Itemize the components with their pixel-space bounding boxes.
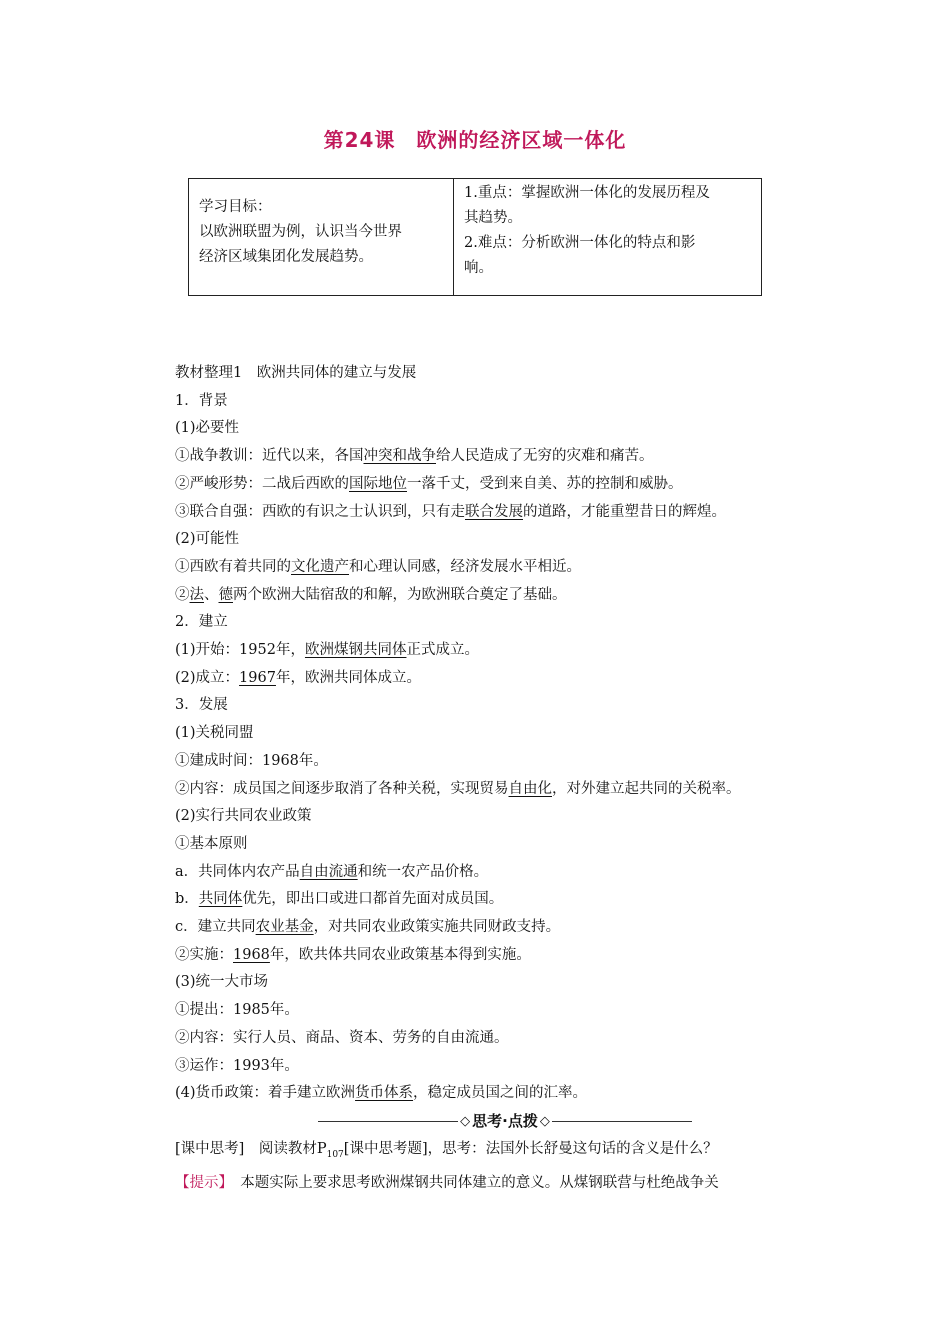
- text-segment: 1．背景: [175, 392, 228, 409]
- text-segment: ，对外建立起共同的关税率。: [552, 780, 741, 797]
- underlined-answer: 冲突和战争: [363, 448, 436, 465]
- text-segment: 3．发展: [175, 697, 228, 714]
- content-line: [175, 1053, 835, 1081]
- text-segment: ②内容：成员国之间逐步取消了各种关税，实现贸易: [175, 780, 509, 797]
- underlined-answer: 国际地位: [349, 475, 407, 492]
- text-segment: ②严峻形势：二战后西欧的: [175, 475, 349, 492]
- text-segment: ①建成时间：1968年。: [175, 752, 328, 769]
- goal-line: 学习目标：: [199, 199, 272, 215]
- lesson-content: [175, 360, 835, 1197]
- text-segment: 教材整理1 欧洲共同体的建立与发展: [175, 365, 417, 381]
- text-segment: 、: [204, 586, 219, 603]
- goal-line: 以欧洲联盟为例，认识当今世界: [199, 224, 402, 240]
- text-segment: (2)可能性: [175, 531, 240, 548]
- content-line: [175, 997, 835, 1025]
- underlined-answer: 欧洲煤钢共同体: [304, 642, 407, 659]
- text-segment: (4)货币政策：着手建立欧洲: [175, 1085, 356, 1102]
- text-segment: 和心理认同感，经济发展水平相近。: [349, 558, 581, 575]
- content-line: [175, 942, 835, 970]
- text-segment: ②: [175, 586, 190, 603]
- goals-key-points-cell: [454, 179, 761, 295]
- text-segment: ，对共同农业政策实施共同财政支持。: [313, 919, 561, 936]
- lesson-title: 第24课 欧洲的经济区域一体化: [323, 128, 627, 152]
- text-segment: (3)统一大市场: [175, 974, 269, 991]
- content-line: [175, 609, 835, 637]
- text-segment: c．建立共同: [175, 919, 256, 936]
- think-text: [课中思考题]，思考：法国外长舒曼这句话的含义是什么？: [343, 1140, 718, 1157]
- text-segment: ②内容：实行人员、商品、资本、劳务的自由流通。: [175, 1029, 509, 1046]
- text-segment: 2．建立: [175, 614, 228, 631]
- text-segment: ③联合自强：西欧的有识之士认识到，只有走: [175, 503, 465, 520]
- hint-answer: [175, 1170, 835, 1198]
- content-line: [175, 637, 835, 665]
- underlined-answer: 文化遗产: [291, 558, 349, 575]
- underlined-answer: 1968: [233, 946, 270, 963]
- content-line: [175, 665, 835, 693]
- goal-line: 其趋势。: [464, 210, 522, 226]
- text-segment: b．: [175, 891, 199, 908]
- content-line: [175, 803, 835, 831]
- goal-line: 2.难点：分析欧洲一体化的特点和影: [464, 235, 696, 251]
- content-line: [175, 554, 835, 582]
- text-segment: 的道路，才能重塑昔日的辉煌。: [523, 503, 726, 520]
- goals-objective-cell: [189, 179, 454, 295]
- divider-rule: [318, 1121, 458, 1122]
- text-segment: ，稳定成员国之间的汇率。: [413, 1085, 588, 1102]
- goal-line: 1.重点：掌握欧洲一体化的发展历程及: [464, 185, 710, 201]
- underlined-answer: 联合发展: [465, 503, 523, 520]
- text-segment: ①西欧有着共同的: [175, 558, 291, 575]
- think-question: [175, 1136, 835, 1170]
- content-line: [175, 831, 835, 859]
- section-divider: [175, 1108, 835, 1136]
- content-line: [175, 776, 835, 804]
- text-segment: ①基本原则: [175, 835, 248, 852]
- divider-rule: [552, 1121, 692, 1122]
- text-segment: (2)实行共同农业政策: [175, 808, 312, 825]
- hint-label: 【提示】: [175, 1174, 226, 1191]
- text-segment: (1)必要性: [175, 420, 240, 437]
- text-segment: ①战争教训：近代以来，各国: [175, 448, 364, 465]
- text-segment: (2)成立：: [175, 669, 240, 686]
- underlined-answer: 德: [218, 586, 233, 603]
- content-line: [175, 1080, 835, 1108]
- content-line: [175, 388, 835, 416]
- underlined-answer: 农业基金: [255, 919, 314, 936]
- text-segment: a．共同体内农产品: [175, 863, 300, 880]
- content-line: [175, 471, 835, 499]
- content-line: [175, 360, 835, 388]
- underlined-answer: 自由化: [508, 780, 552, 797]
- think-text: 阅读教材P: [244, 1140, 327, 1157]
- content-line: [175, 969, 835, 997]
- hint-text: 本题实际上要求思考欧洲煤钢共同体建立的意义。从煤钢联营与杜绝战争关: [225, 1174, 719, 1191]
- underlined-answer: 共同体: [198, 891, 243, 908]
- content-lines: [175, 360, 835, 1108]
- content-line: [175, 748, 835, 776]
- content-line: [175, 526, 835, 554]
- diamond-icon: ◇: [460, 1114, 471, 1130]
- content-line: [175, 692, 835, 720]
- text-segment: 优先，即出口或进口都首先面对成员国。: [242, 891, 504, 908]
- content-line: [175, 720, 835, 748]
- page-number: 107: [326, 1149, 344, 1160]
- underlined-answer: 自由流通: [299, 863, 358, 880]
- think-label: [课中思考]: [175, 1140, 245, 1157]
- text-segment: ②实施：: [175, 946, 233, 963]
- content-line: [175, 859, 835, 887]
- content-line: [175, 914, 835, 942]
- learning-goals-table: [188, 178, 762, 296]
- underlined-answer: 1967: [239, 669, 276, 686]
- text-segment: 正式成立。: [406, 642, 479, 659]
- text-segment: 年，欧洲共同体成立。: [275, 669, 421, 686]
- content-line: [175, 443, 835, 471]
- underlined-answer: 法: [189, 586, 204, 603]
- text-segment: 年，欧共体共同农业政策基本得到实施。: [269, 946, 531, 963]
- text-segment: 给人民造成了无穷的灾难和痛苦。: [436, 448, 654, 465]
- goal-line: 响。: [464, 260, 493, 276]
- divider-label: 思考·点拨: [472, 1112, 538, 1131]
- text-segment: ①提出：1985年。: [175, 1002, 299, 1019]
- content-line: [175, 499, 835, 527]
- content-line: [175, 415, 835, 443]
- goal-line: 经济区域集团化发展趋势。: [199, 249, 373, 265]
- text-segment: 和统一农产品价格。: [357, 863, 489, 880]
- content-line: [175, 886, 835, 914]
- diamond-icon: ◇: [539, 1114, 550, 1130]
- content-line: [175, 582, 835, 610]
- underlined-answer: 货币体系: [355, 1085, 414, 1102]
- text-segment: 一落千丈，受到来自美、苏的控制和威胁。: [407, 475, 683, 492]
- text-segment: ③运作：1993年。: [175, 1057, 299, 1074]
- text-segment: (1)关税同盟: [175, 725, 254, 742]
- content-line: [175, 1025, 835, 1053]
- text-segment: (1)开始：1952年，: [175, 642, 305, 659]
- text-segment: 两个欧洲大陆宿敌的和解，为欧洲联合奠定了基础。: [233, 586, 567, 603]
